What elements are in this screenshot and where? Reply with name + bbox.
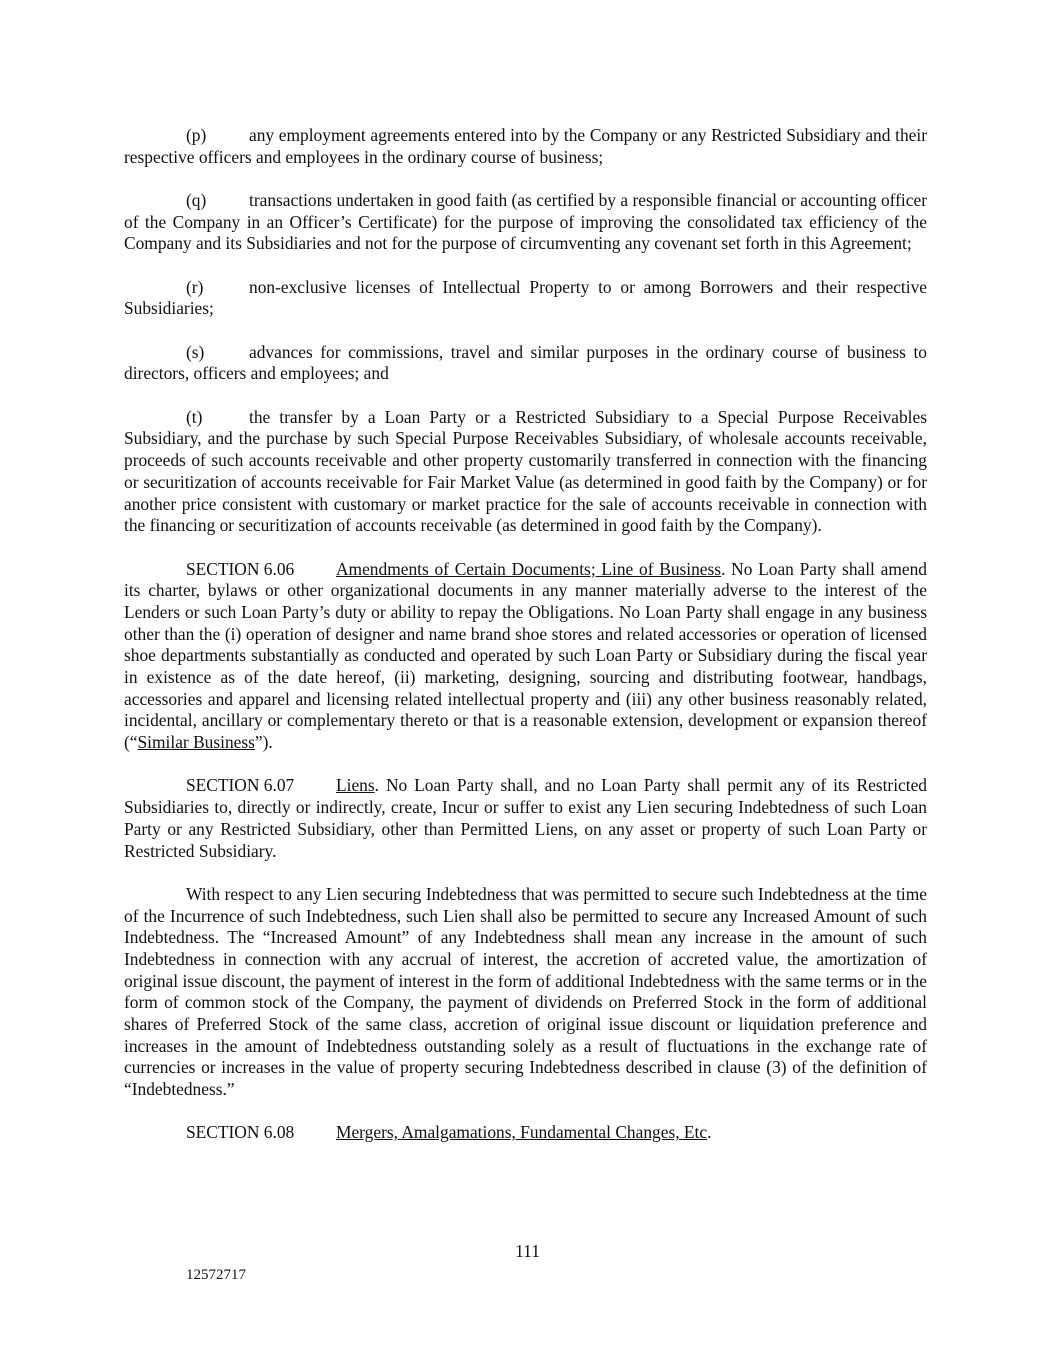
section-number: SECTION 6.06 [186, 558, 295, 579]
section-number: SECTION 6.08 [186, 1122, 295, 1143]
clause-label: (s) [186, 341, 205, 362]
document-body [124, 125, 927, 1144]
clause-text: non-exclusive licenses of Intellectual Property to or among Borrowers and their respective Subsidiaries; [124, 276, 927, 319]
page-number: 111 [515, 1241, 540, 1261]
clause-label: (t) [186, 406, 203, 427]
section-closing: ”). [254, 732, 273, 753]
section-title: Amendments of Certain Documents; Line of Business [336, 558, 722, 579]
clause-text: transactions undertaken in good faith (as certified by a responsible financial or accounting officer of the Company in an Officer’s Certificate) for the purpose of improving the consolidated tax efficiency of the Company and its Subsidiaries and not for the purpose of circumventing any covenant set forth in this Agreement; [124, 190, 927, 254]
document-id: 12572717 [186, 1267, 246, 1283]
clause-label: (p) [186, 125, 207, 145]
clause-q [124, 190, 927, 255]
clause-text: the transfer by a Loan Party or a Restricted Subsidiary to a Special Purpose Receivables Subsidiary, and the purchase by such Special Purpose Receivables Subsidiary, of wholesale accounts receivable, proceeds of such accounts receivable and other property customarily transferred in connection with the financing or securitization of accounts receivable for Fair Market Value (as determined in good faith by the Company) or for another price consistent with customary or market practice for the sale of accounts receivable in connection with the financing or securitization of accounts receivable (as determined in good faith by the Company). [124, 406, 927, 536]
section-number: SECTION 6.07 [186, 775, 295, 796]
defined-term: Similar Business [137, 732, 255, 753]
section-closing: . [707, 1122, 712, 1143]
clause-label: (q) [186, 190, 207, 210]
section-title: Mergers, Amalgamations, Fundamental Changes, Etc [336, 1122, 708, 1143]
increased-amount-paragraph: With respect to any Lien securing Indebtedness that was permitted to secure such Indebtedness at the time of the Incurrence of such Indebtedness, such Lien shall also be permitted to secure any Increased Amount of such Indebtedness. The “Increased Amount” of any Indebtedness shall mean any increase in the amount of such Indebtedness in connection with any accrual of interest, the accretion of accreted value, the amortization of original issue discount, the payment of interest in the form of additional Indebtedness with the same terms or in the form of common stock of the Company, the payment of dividends on Preferred Stock in the form of additional shares of Preferred Stock of the same class, accretion of original issue discount or liquidation preference and increases in the amount of Indebtedness outstanding solely as a result of fluctuations in the exchange rate of currencies or increases in the value of property securing Indebtedness described in clause (3) of the definition of “Indebtedness.” [124, 883, 927, 1100]
section-title: Liens [336, 775, 375, 796]
clause-p [124, 125, 927, 168]
clause-t [124, 407, 927, 537]
clause-text: advances for commissions, travel and similar purposes in the ordinary course of business to directors, officers and employees; and [124, 341, 927, 384]
clause-r [124, 277, 927, 320]
section-6-06 [124, 559, 927, 754]
clause-text: any employment agreements entered into by the Company or any Restricted Subsidiary and their respective officers and employees in the ordinary course of business; [124, 125, 927, 167]
section-6-08 [124, 1122, 927, 1144]
section-body: . No Loan Party shall amend its charter, bylaws or other organizational documents in any manner materially adverse to the interest of the Lenders or such Loan Party’s duty or ability to repay the Obligations. No Loan Party shall engage in any business other than the (i) operation of designer and name brand shoe stores and related accessories or operation of licensed shoe departments substantially as conducted and operated by such Loan Party or Subsidiary during the fiscal year in existence as of the date hereof, (ii) marketing, designing, sourcing and distributing footwear, handbags, accessories and apparel and licensing related intellectual property and (iii) any other business reasonably related, incidental, ancillary or complementary thereto or that is a reasonable extension, development or expansion thereof (“ [124, 558, 927, 753]
clause-label: (r) [186, 276, 204, 297]
section-body: . No Loan Party shall, and no Loan Party shall permit any of its Restricted Subsidiaries to, directly or indirectly, create, Incur or suffer to exist any Lien securing Indebtedness of such Loan Party or any Restricted Subsidiary, other than Permitted Liens, on any asset or property of such Loan Party or Restricted Subsidiary. [124, 775, 927, 861]
clause-s [124, 342, 927, 385]
section-6-07 [124, 775, 927, 862]
